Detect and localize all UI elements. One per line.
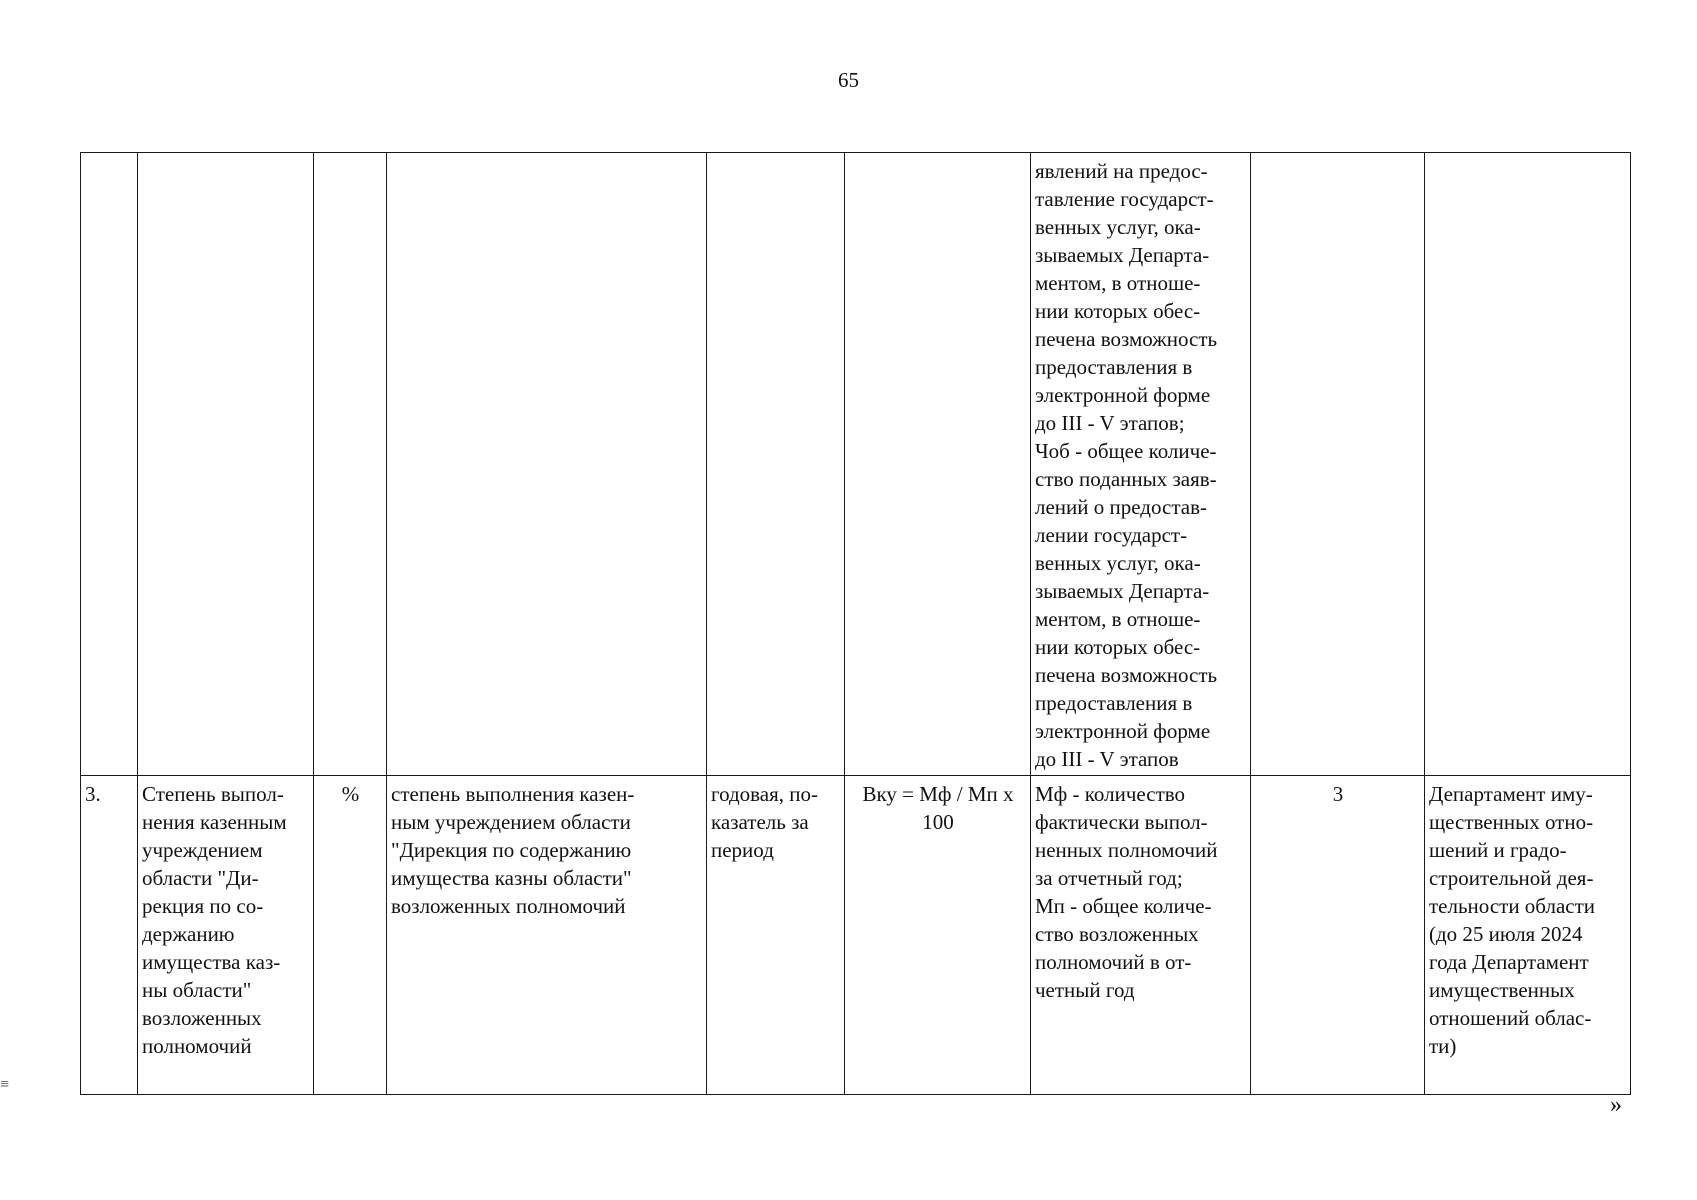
cell-definition xyxy=(387,153,707,776)
cell-formula-legend: явлений на предос- тавление государст- венных услуг, ока- зываемых Департа- ментом, в отноше- нии которых обес- печена возможность предоставления в электронной форме до III - V этапов; Чоб - общее количе- ство поданных заяв- лений о предостав- лении государст- венных услуг, ока- зываемых Департа- ментом, в отноше- нии которых обес- печена возможность предоставления в электронной форме до III - V этапов xyxy=(1031,153,1251,776)
cell-number xyxy=(81,153,138,776)
indicators-table xyxy=(80,152,1631,1095)
cell-formula-legend: Мф - количество фактически выпол- ненных полномочий за отчетный год; Мп - общее количе- ство возложенных полномочий в от- четный год xyxy=(1031,776,1251,1095)
cell-responsible xyxy=(1425,153,1631,776)
table-row xyxy=(81,776,1631,1095)
cell-method-code: 3 xyxy=(1251,776,1425,1095)
margin-marks: ≡ xyxy=(0,1076,8,1093)
cell-responsible: Департамент иму- щественных отно- шений и градо- строительной дея- тельности области (до 25 июля 2024 года Департамент имущественных отношений облас- ти) xyxy=(1425,776,1631,1095)
page-number: 65 xyxy=(838,68,859,92)
cell-definition: степень выполнения казен- ным учреждением области "Дирекция по содержанию имущества казны области" возложенных полномочий xyxy=(387,776,707,1095)
cell-periodicity xyxy=(707,153,845,776)
closing-quote-mark: » xyxy=(1610,1092,1622,1118)
cell-indicator: Степень выпол- нения казенным учреждением области "Ди- рекция по со- держанию имущества каз- ны области" возложенных полномочий xyxy=(138,776,314,1095)
table-row-continued xyxy=(81,153,1631,776)
cell-unit: % xyxy=(314,776,387,1095)
cell-number: 3. xyxy=(81,776,138,1095)
cell-method-code xyxy=(1251,153,1425,776)
cell-unit xyxy=(314,153,387,776)
cell-indicator xyxy=(138,153,314,776)
cell-formula: Вку = Мф / Мп х 100 xyxy=(845,776,1031,1095)
cell-formula xyxy=(845,153,1031,776)
cell-periodicity: годовая, по- казатель за период xyxy=(707,776,845,1095)
